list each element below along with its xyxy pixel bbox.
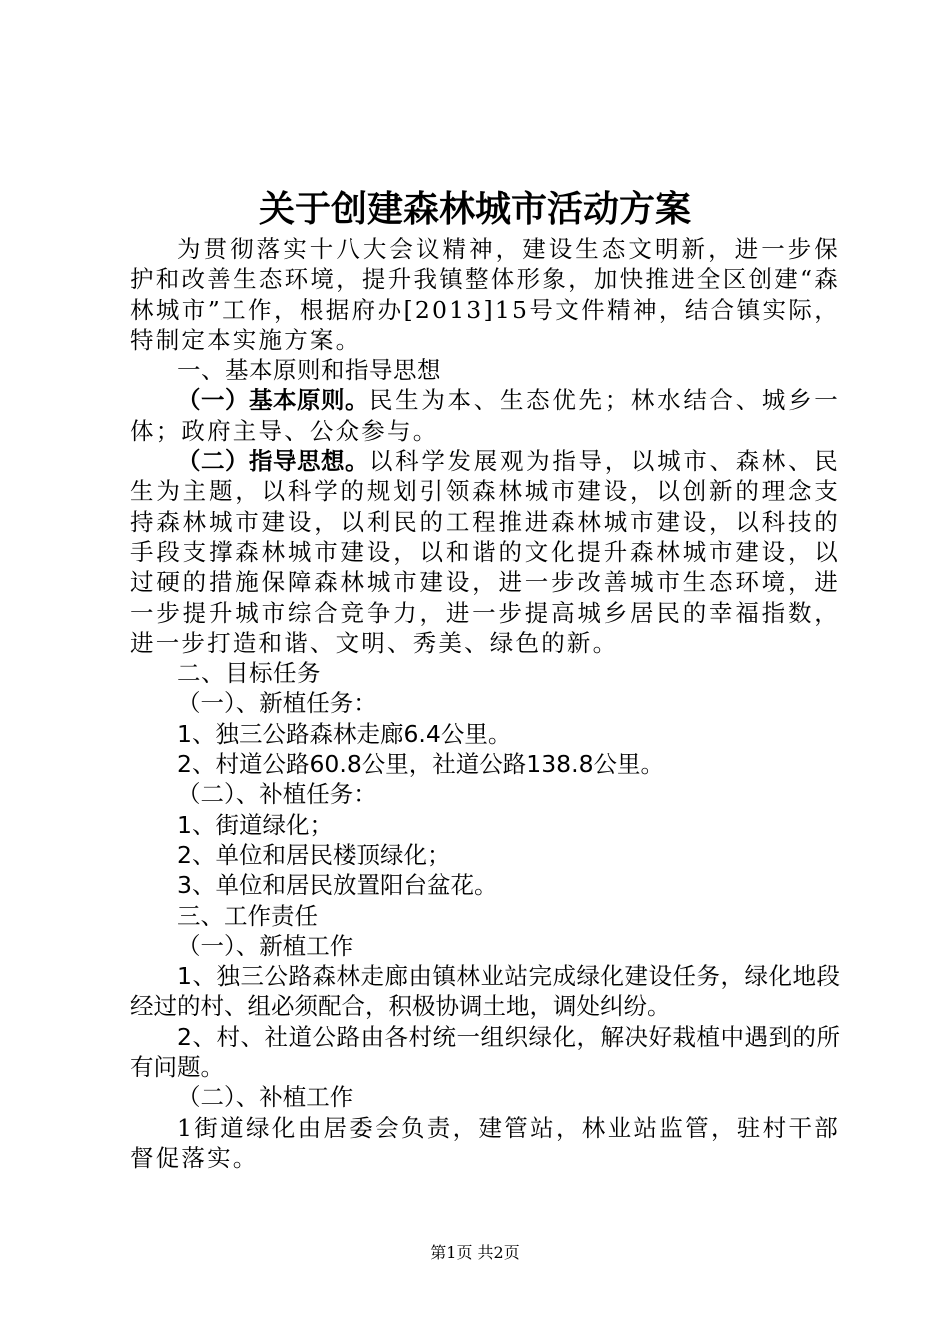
subsection-heading: （二）、补植工作 [177,1083,354,1112]
subsection-heading: （一）、新植任务： [177,689,377,718]
list-item: 1、街道绿化； [177,810,333,839]
paragraph: 为贯彻落实十八大会议精神，建设生态文明新，进一步保护和改善生态环境，提升我镇整体形象，加快推进全区创建“森林城市”工作，根据府办[2013]15号文件精神，结合镇实际，特制定本实施方案。 [130,235,840,354]
list-item: 3、单位和居民放置阳台盆花。 [177,871,498,900]
subsection-heading: （一）、新植工作 [177,931,354,960]
section-heading: 二、目标任务 [177,659,321,688]
page-footer: 第1页 共2页 [430,1243,520,1262]
subsection-heading: （二）、补植任务： [177,780,377,809]
list-item: 2、村道公路60.8公里，社道公路138.8公里。 [177,750,665,779]
document-body [130,234,840,1173]
paragraph: （二）指导思想。以科学发展观为指导，以城市、森林、民生为主题，以科学的规划引领森林城市建设，以创新的理念支持森林城市建设，以利民的工程推进森林城市建设，以科技的手段支撑森林城市建设，以和谐的文化提升森林城市建设，以过硬的措施保障森林城市建设，进一步改善城市生态环境，进一步提升城市综合竞争力，进一步提高城乡居民的幸福指数，进一步打造和谐、文明、秀美、绿色的新。 [130,447,840,657]
list-item: 1街道绿化由居委会负责，建管站，林业站监管，驻村干部督促落实。 [130,1113,840,1172]
list-item: 2、单位和居民楼顶绿化； [177,840,451,869]
section-heading: 一、基本原则和指导思想 [177,356,441,385]
list-item: 1、独三公路森林走廊6.4公里。 [177,719,512,748]
bold-lead: （一）基本原则。 [177,386,369,415]
paragraph: （一）基本原则。民生为本、生态优先；林水结合、城乡一体；政府主导、公众参与。 [130,386,840,445]
document-title: 关于创建森林城市活动方案 [258,189,691,230]
list-item: 2、村、社道公路由各村统一组织绿化，解决好栽植中遇到的所有问题。 [130,1022,840,1082]
list-item: 1、独三公路森林走廊由镇林业站完成绿化建设任务，绿化地段经过的村、组必须配合，积极协调土地，调处纠纷。 [130,962,840,1021]
section-heading: 三、工作责任 [177,901,318,930]
bold-lead: （二）指导思想。 [177,447,369,476]
